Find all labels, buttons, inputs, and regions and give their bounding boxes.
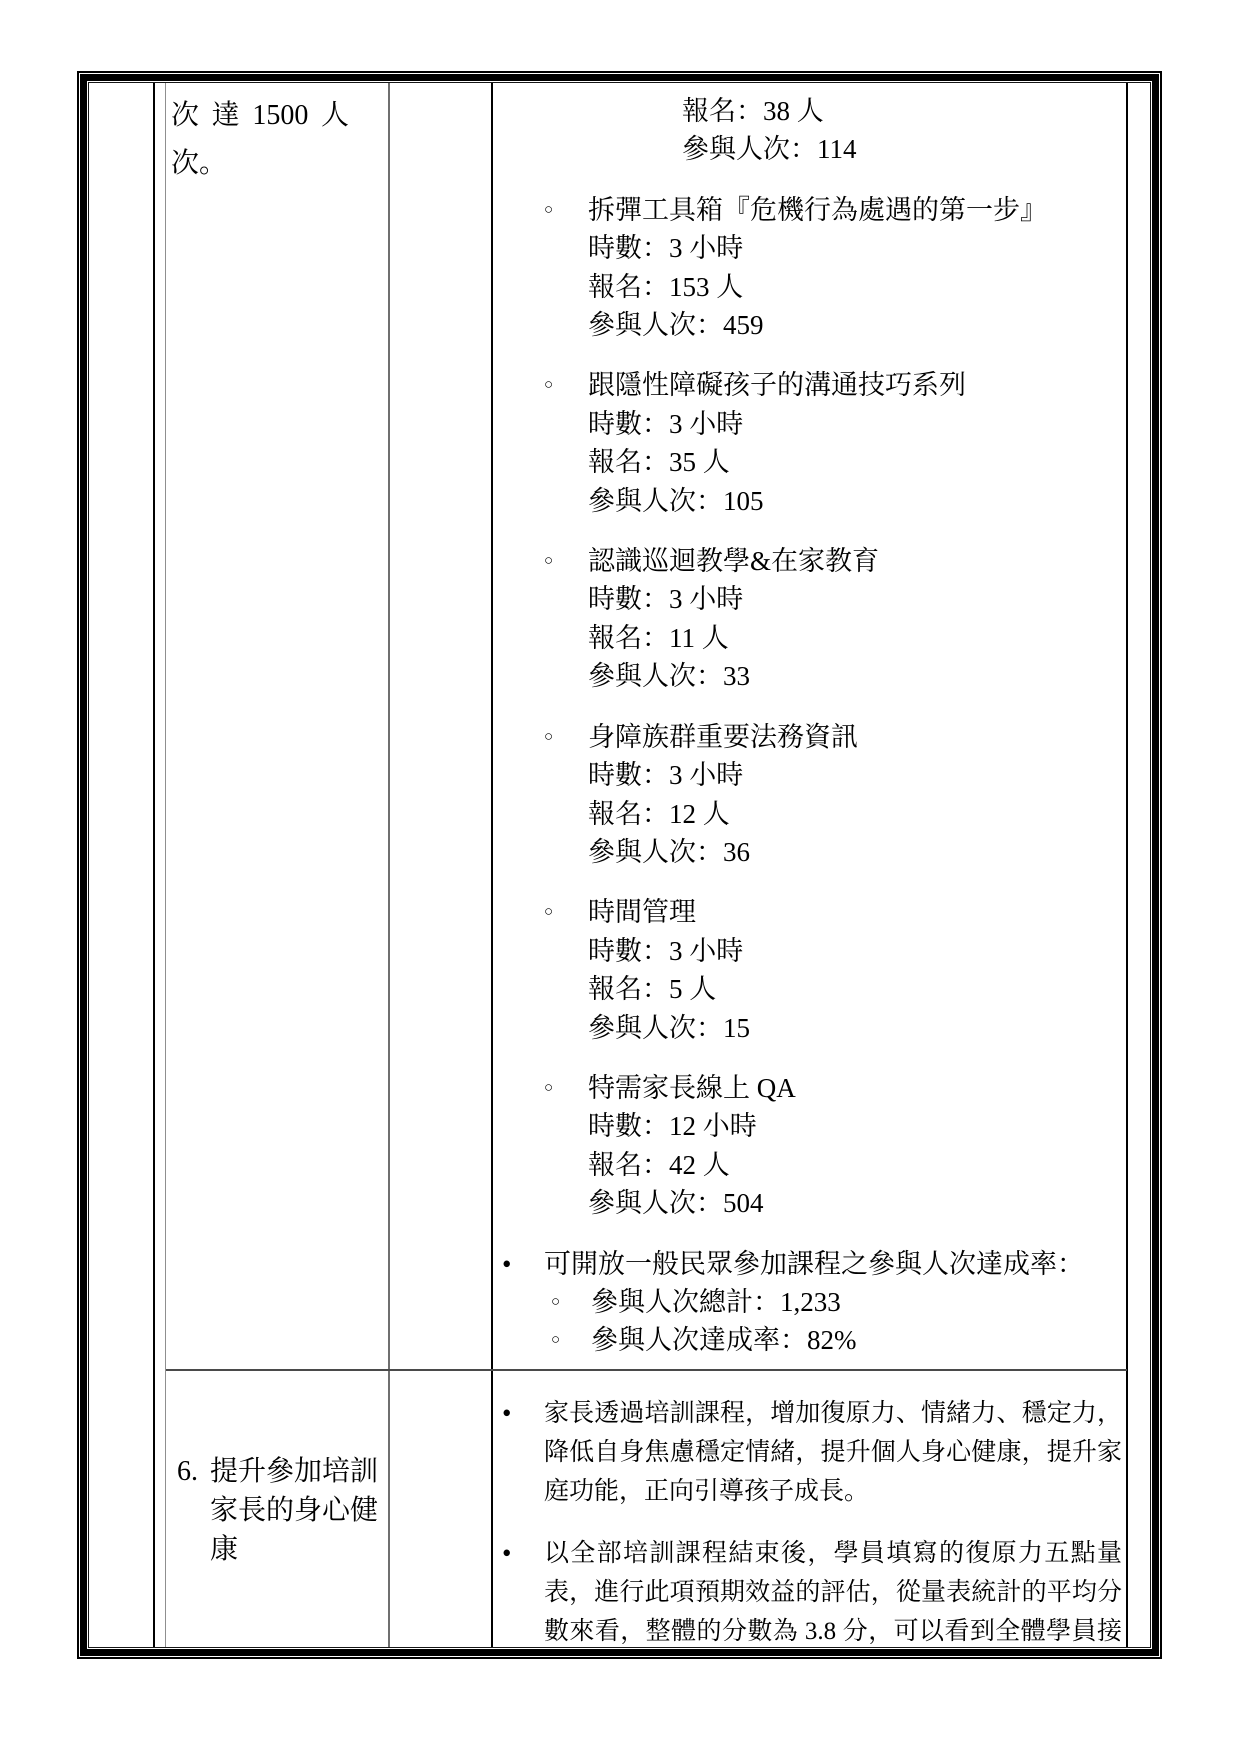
table-cell-course-results: [494, 84, 1126, 1369]
table-border-left: [153, 83, 155, 1647]
table-cell-goal-6: [167, 1372, 388, 1644]
text-line: 提升參加培訓: [210, 1456, 379, 1487]
text-line: 降低自身焦慮穩定情緒，提升個人身心健康，提升家: [544, 1439, 1122, 1466]
text-fragment: 1500: [252, 100, 309, 131]
course-title-row: [544, 1069, 1120, 1107]
course-detail-line: 參與人次：114: [682, 134, 857, 165]
course-detail-line: 報名：42 人: [588, 1149, 730, 1180]
course-block: [494, 893, 1120, 1047]
text-fragment: 人: [320, 100, 349, 131]
course-block: [494, 191, 1120, 345]
summary-title: 可開放一般民眾參加課程之參與人次達成率：: [544, 1248, 1084, 1279]
course-detail-line: 報名：153 人: [588, 271, 744, 302]
text-line: 以全部培訓課程結束後，學員填寫的復原力五點量: [544, 1540, 1122, 1567]
table-cell-goal-continuation: [167, 84, 388, 188]
course-detail-line: 報名：5 人: [588, 974, 717, 1005]
numbered-item: [177, 1452, 384, 1569]
course-title: 時間管理: [588, 897, 696, 928]
course-block: [494, 1069, 1120, 1223]
continued-course-details: [588, 92, 1120, 169]
text-line: 康: [210, 1534, 239, 1565]
disc-bullet-icon: •: [502, 1538, 512, 1568]
summary-title-row: [502, 1245, 1120, 1283]
disc-bullet-icon: •: [502, 1398, 512, 1428]
course-detail-line: 報名：38 人: [682, 96, 824, 126]
course-detail-line: 參與人次：15: [588, 1012, 750, 1043]
course-title: 跟隱性障礙孩子的溝通技巧系列: [588, 370, 966, 401]
course-title: 拆彈工具箱『危機行為處遇的第一步』: [588, 194, 1047, 225]
course-detail-line: 報名：12 人: [588, 798, 730, 829]
course-detail-line: 報名：35 人: [588, 447, 730, 478]
text-line: [171, 92, 349, 140]
summary-item: 參與人次總計：1,233: [591, 1286, 841, 1317]
table-border-col3-right: [491, 83, 493, 1647]
course-detail-line: 參與人次：33: [588, 661, 750, 692]
course-block: [494, 542, 1120, 696]
course-detail-line: 參與人次：105: [588, 485, 764, 516]
summary-block: [502, 1245, 1120, 1360]
course-title: 特需家長線上 QA: [588, 1072, 796, 1103]
course-title: 認識巡迴教學&在家教育: [588, 546, 880, 577]
course-detail-line: 時數：3 小時: [588, 233, 744, 264]
text-fragment: 達: [211, 100, 240, 131]
text-line: 數來看，整體的分數為 3.8 分，可以看到全體學員接: [544, 1618, 1122, 1644]
table-border-col1-right: [165, 83, 166, 1647]
course-title: 身障族群重要法務資訊: [588, 721, 858, 752]
circle-bullet-icon: ○: [544, 553, 554, 570]
text-line: 庭功能，正向引導孩子成長。: [544, 1478, 870, 1505]
summary-item: 參與人次達成率：82%: [591, 1325, 857, 1356]
course-title-row: [544, 893, 1120, 931]
course-title-row: [544, 191, 1120, 229]
circle-bullet-icon: ○: [544, 728, 554, 745]
text-line: 次。: [171, 148, 228, 179]
course-detail-line: 時數：3 小時: [588, 935, 744, 966]
course-detail-line: 參與人次：459: [588, 310, 764, 341]
course-detail-line: 參與人次：504: [588, 1188, 764, 1219]
course-list: [494, 191, 1120, 1223]
course-detail-line: 時數：3 小時: [588, 760, 744, 791]
table-row-divider: [166, 1369, 1127, 1371]
table-border-right: [1126, 83, 1128, 1647]
benefit-text: [544, 1534, 1122, 1644]
circle-bullet-icon: ○: [544, 377, 554, 394]
circle-bullet-icon: ○: [544, 201, 554, 218]
benefit-bullet: [502, 1534, 1122, 1644]
text-line: 家長透過培訓課程，增加復原力、情緒力、穩定力，: [544, 1400, 1122, 1427]
disc-bullet-icon: •: [502, 1248, 512, 1279]
table-cell-benefit-results: [494, 1372, 1126, 1644]
course-title-row: [544, 542, 1120, 580]
summary-item-row: [551, 1283, 1120, 1321]
benefit-bullet: [502, 1394, 1122, 1511]
course-title-row: [544, 718, 1120, 756]
goal-text: [210, 1452, 378, 1569]
circle-bullet-icon: ○: [551, 1293, 561, 1310]
course-block: [494, 718, 1120, 872]
course-detail-line: 報名：11 人: [588, 622, 729, 653]
text-line: 表，進行此項預期效益的評估，從量表統計的平均分: [544, 1579, 1122, 1606]
course-detail-line: 時數：3 小時: [588, 408, 744, 439]
course-detail-line: 時數：3 小時: [588, 584, 744, 615]
circle-bullet-icon: ○: [544, 904, 554, 921]
circle-bullet-icon: ○: [551, 1332, 561, 1349]
text-fragment: 次: [171, 100, 200, 131]
text-line: 家長的身心健: [210, 1495, 379, 1526]
table-border-col2-right: [388, 83, 390, 1647]
summary-item-row: [551, 1321, 1120, 1359]
course-detail-line: 參與人次：36: [588, 836, 750, 867]
circle-bullet-icon: ○: [544, 1079, 554, 1096]
list-number: 6.: [177, 1456, 198, 1487]
course-title-row: [544, 366, 1120, 404]
course-detail-line: 時數：12 小時: [588, 1111, 757, 1142]
benefit-text: [544, 1394, 1122, 1511]
course-block: [494, 366, 1120, 520]
